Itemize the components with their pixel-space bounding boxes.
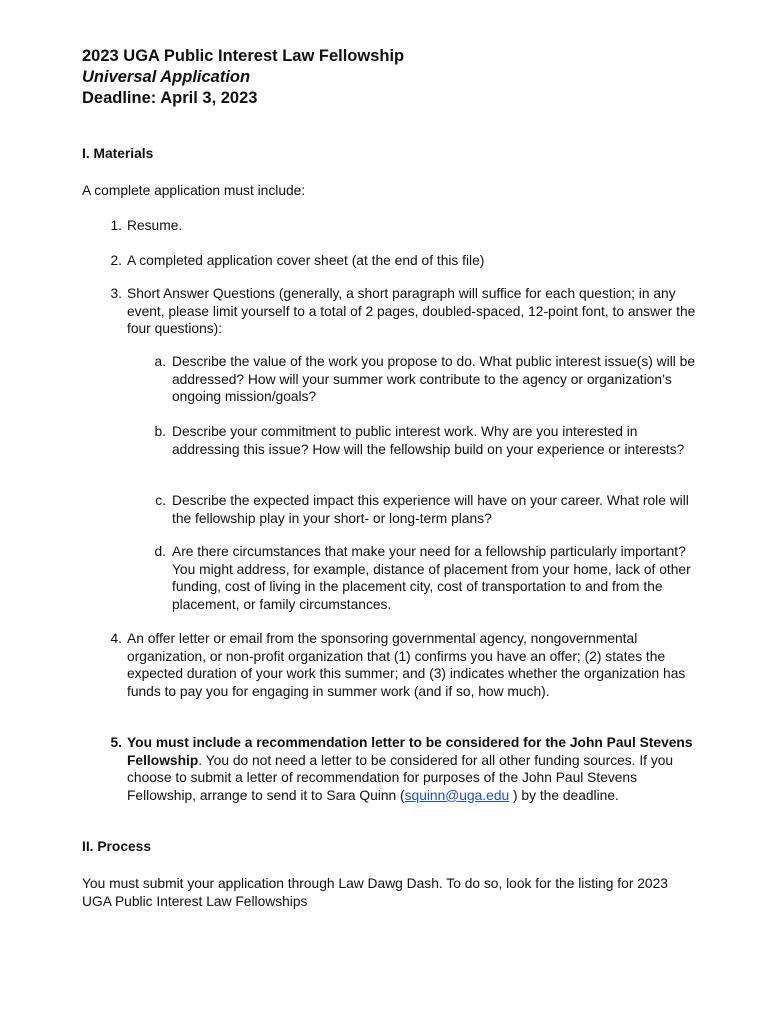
sub-list-item-text: Describe the value of the work you propose to do. What public interest issue(s) will be addressed? How will your summer work contribute to the agency or organization’s ongoing mission/goals?: [172, 354, 696, 405]
sub-list-item-text: Describe the expected impact this experience will have on your career. What role will the fellowship play in your short- or long-term plans?: [172, 493, 689, 526]
sub-list-letter: d.: [154, 544, 166, 559]
document-title: 2023 UGA Public Interest Law Fellowship: [82, 47, 405, 65]
list-item-text: An offer letter or email from the sponsoring governmental agency, nongovernmental organization, or non-profit organization that (1) confirms you have an offer; (2) states the expected duration of your work this summer; and (3) indicates whether the organization has funds to pay you for engaging in summer work (and if so, how much).: [127, 631, 686, 699]
list-item-text: Short Answer Questions (generally, a short paragraph will suffice for each question; in any event, please limit yourself to a total of 2 pages, doubled-spaced, 12-point font, to answer the four questions):: [127, 286, 696, 337]
sub-list-letter: b.: [154, 424, 166, 439]
list-number: 1.: [110, 218, 122, 233]
list-number: 4.: [110, 631, 122, 646]
list-number: 3.: [110, 286, 122, 301]
sub-list-letter: a.: [154, 354, 166, 369]
process-text: You must submit your application through Law Dawg Dash. To do so, look for the listing for 2023 UGA Public Interest Law Fellowships: [82, 876, 668, 909]
section-heading-process: II. Process: [82, 839, 152, 854]
sub-list-item-text: Describe your commitment to public interest work. Why are you interested in addressing this issue? How will the fellowship build on your experience or interests?: [172, 424, 685, 457]
sub-list-letter: c.: [155, 493, 166, 508]
email-link[interactable]: squinn@uga.edu: [404, 787, 510, 803]
document-subtitle: Universal Application: [82, 68, 251, 86]
list-item: [100, 252, 700, 270]
list-item: [100, 285, 700, 338]
list-item: [100, 217, 700, 235]
list-number: 2.: [110, 253, 122, 268]
list-item-text: Resume.: [127, 218, 183, 233]
sub-list-item: [146, 353, 698, 406]
sub-list-item: [146, 543, 698, 613]
materials-intro: A complete application must include:: [82, 183, 306, 198]
recommendation-deadline: ) by the deadline.: [509, 787, 619, 803]
section-heading-materials: I. Materials: [82, 146, 154, 161]
list-number: 5.: [110, 735, 122, 750]
list-item-text: [127, 734, 700, 804]
list-item: [100, 630, 700, 700]
sub-list-item: [146, 423, 698, 458]
document-header: [82, 46, 702, 109]
sub-list-item-text: Are there circumstances that make your need for a fellowship particularly important? You might address, for example, distance of placement from your home, lack of other funding, cost of living in the placement city, cost of transportation to and from the placement, or family circumstances.: [172, 544, 691, 612]
recommendation-details: . You do not need a letter to be considered for all other funding sources. If you choose to submit a letter of recommendation for purposes of the John Paul Stevens Fellowship, arrange to send it to Sara Quinn (: [127, 752, 674, 803]
sub-list-item: [146, 492, 698, 527]
recommendation-requirement: You must include a recommendation letter to be considered for the John Paul Stevens Fellowship: [127, 735, 693, 768]
list-item: [100, 734, 700, 804]
deadline: Deadline: April 3, 2023: [82, 89, 258, 107]
list-item-text: A completed application cover sheet (at the end of this file): [127, 253, 485, 268]
